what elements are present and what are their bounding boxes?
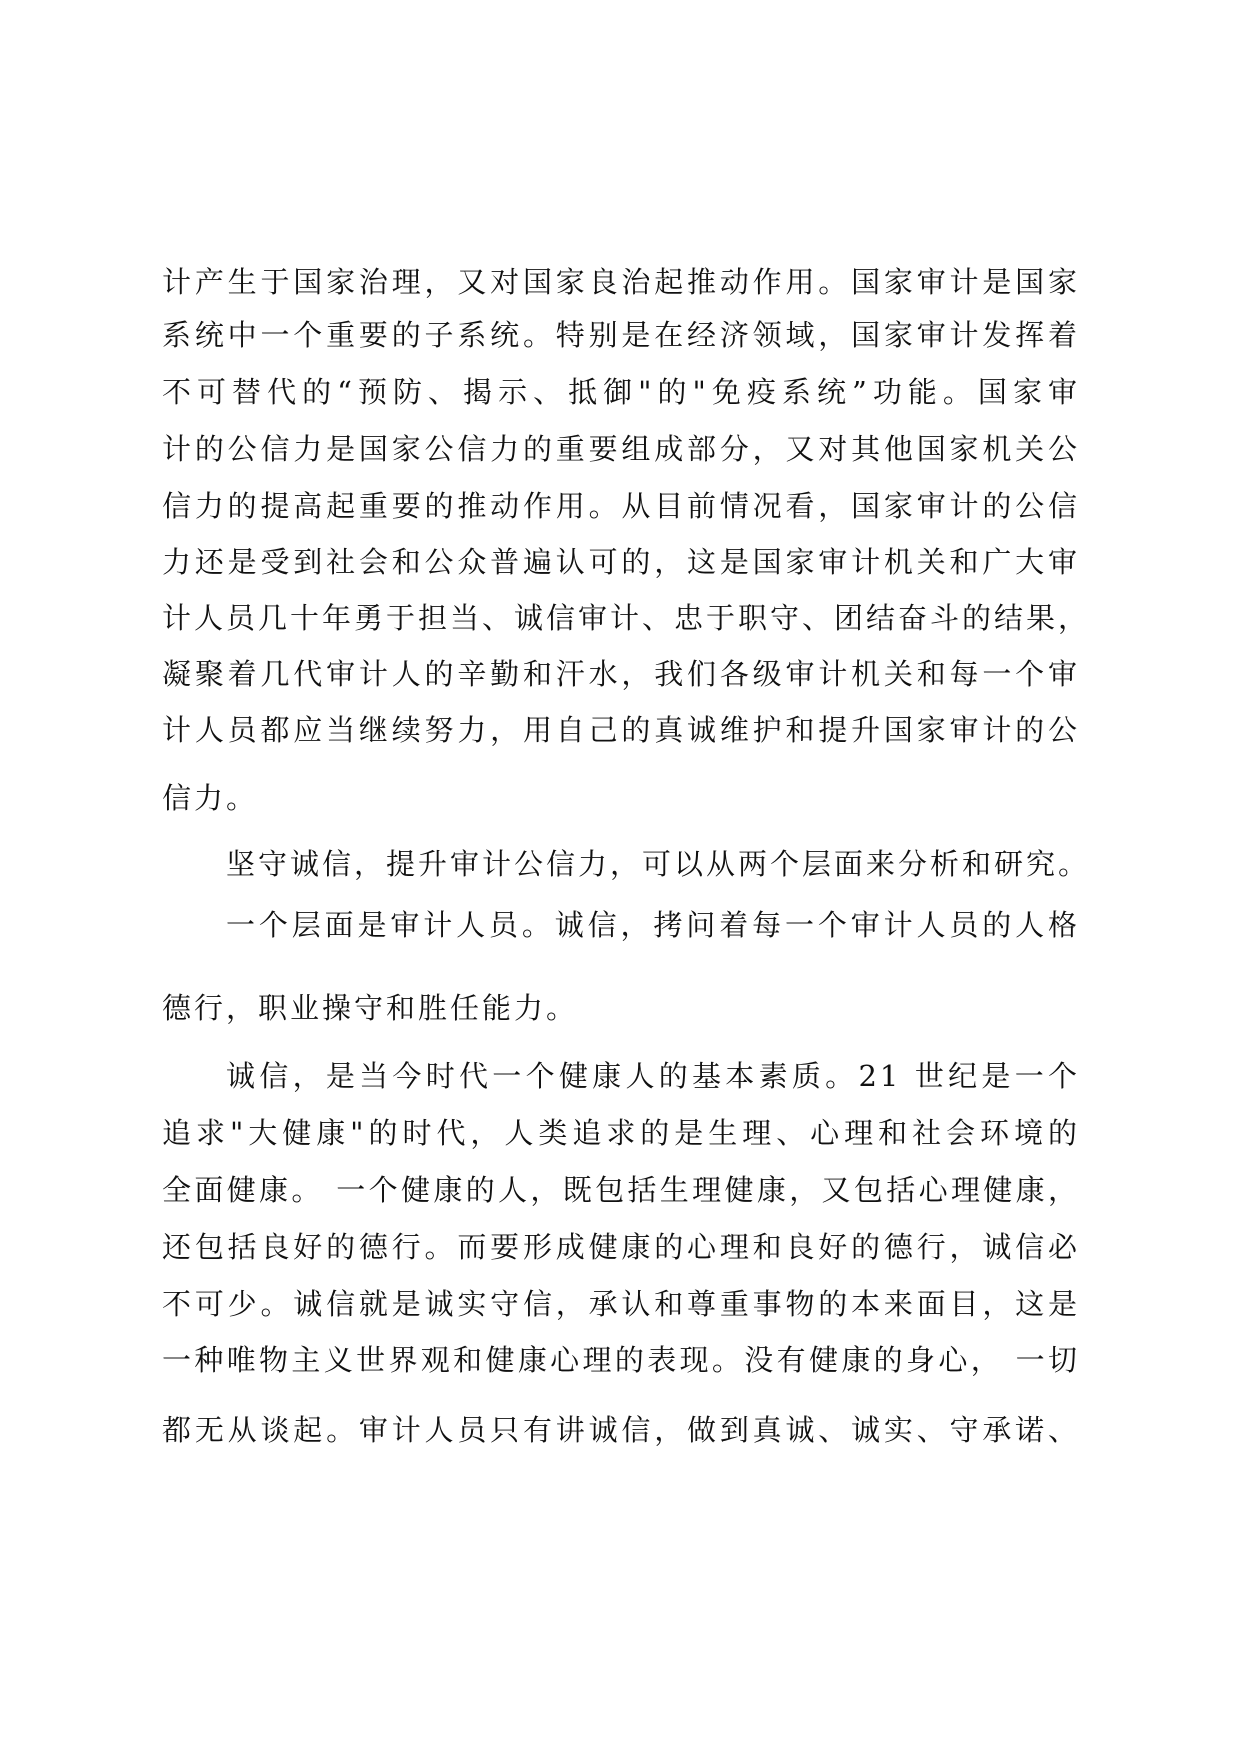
- paragraph-line: 一个层面是审计人员。诚信，拷问着每一个审计人员的人格: [226, 908, 1080, 942]
- paragraph-line: 计的公信力是国家公信力的重要组成部分，又对其他国家机关公: [162, 432, 1080, 466]
- paragraph-line: 计产生于国家治理，又对国家良治起推动作用。国家审计是国家: [162, 265, 1080, 299]
- paragraph-line: 凝聚着几代审计人的辛勤和汗水，我们各级审计机关和每一个审: [162, 657, 1080, 691]
- paragraph-line: 坚守诚信，提升审计公信力，可以从两个层面来分析和研究。: [226, 847, 1091, 881]
- paragraph-line: 德行，职业操守和胜任能力。: [162, 991, 579, 1025]
- paragraph-line: 都无从谈起。审计人员只有讲诚信，做到真诚、诚实、守承诺、: [162, 1413, 1080, 1447]
- paragraph-line: 追求"大健康"的时代，人类追求的是生理、心理和社会环境的: [162, 1116, 1080, 1150]
- paragraph-line: 不可替代的“预防、揭示、抵御"的"免疫系统”功能。国家审: [162, 375, 1080, 409]
- paragraph-line: 信力的提高起重要的推动作用。从目前情况看，国家审计的公信: [162, 489, 1080, 523]
- paragraph-line: 还包括良好的德行。而要形成健康的心理和良好的德行，诚信必: [162, 1230, 1080, 1264]
- paragraph-line: 诚信，是当今时代一个健康人的基本素质。21 世纪是一个: [226, 1059, 1080, 1093]
- paragraph-line: 一种唯物主义世界观和健康心理的表现。没有健康的身心， 一切: [162, 1343, 1080, 1377]
- paragraph-line: 计人员都应当继续努力，用自己的真诚维护和提升国家审计的公: [162, 713, 1080, 747]
- paragraph-line: 力还是受到社会和公众普遍认可的，这是国家审计机关和广大审: [162, 545, 1080, 579]
- paragraph-line: 系统中一个重要的子系统。特别是在经济领域，国家审计发挥着: [162, 318, 1080, 352]
- paragraph-line: 不可少。诚信就是诚实守信，承认和尊重事物的本来面目，这是: [162, 1287, 1080, 1321]
- paragraph-line: 全面健康。 一个健康的人，既包括生理健康，又包括心理健康，: [162, 1173, 1080, 1207]
- paragraph-line: 计人员几十年勇于担当、诚信审计、忠于职守、团结奋斗的结果，: [162, 601, 1091, 635]
- paragraph-line: 信力。: [162, 781, 259, 815]
